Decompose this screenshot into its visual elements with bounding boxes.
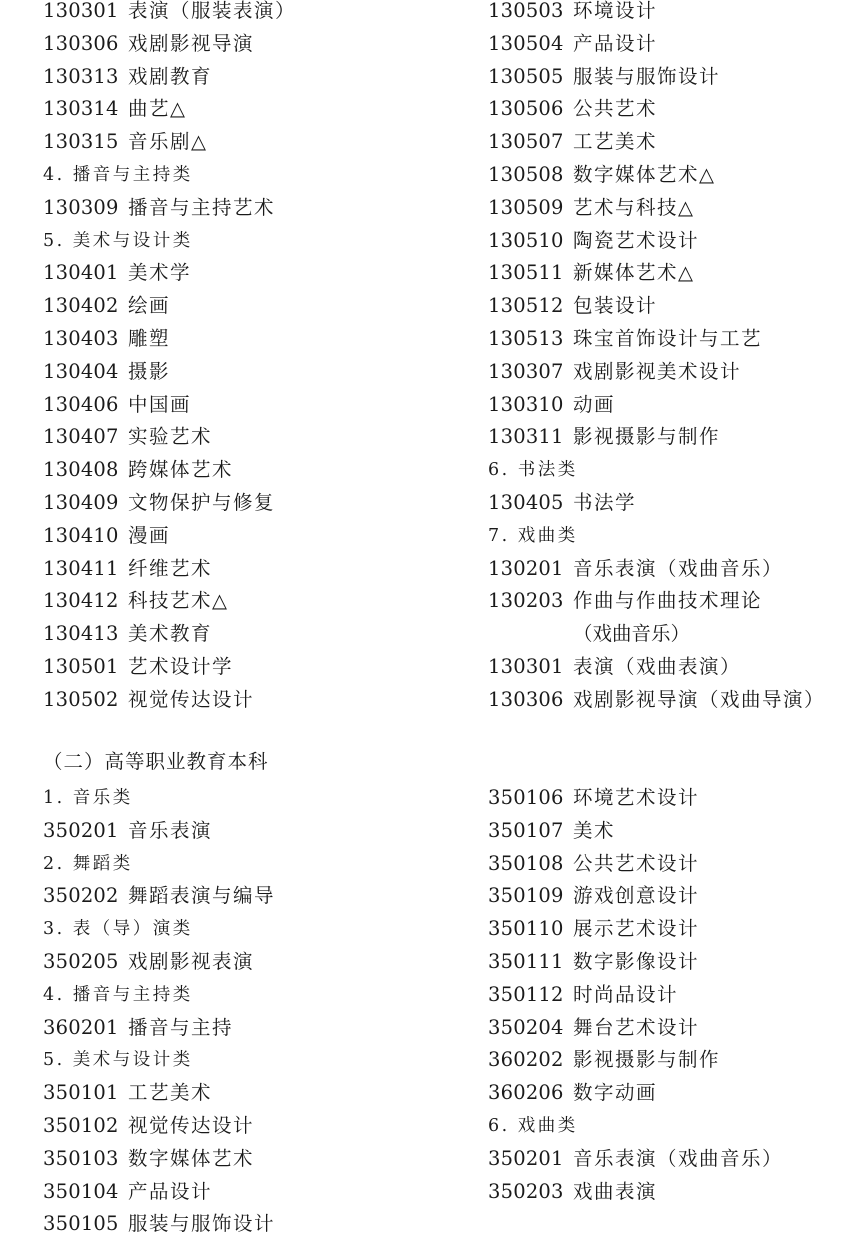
major-code: 130508 xyxy=(488,162,564,186)
major-row xyxy=(43,1115,443,1148)
major-row xyxy=(488,295,848,328)
major-code: 350201 xyxy=(43,818,119,842)
major-row xyxy=(43,66,443,99)
major-code: 130408 xyxy=(43,458,119,482)
major-code: 130511 xyxy=(488,261,564,285)
major-row xyxy=(43,98,443,131)
major-name: 数字媒体艺术△ xyxy=(573,162,716,186)
major-name: 雕塑 xyxy=(128,326,171,350)
major-name: 陶瓷艺术设计 xyxy=(573,228,700,252)
major-row xyxy=(43,131,443,164)
major-code: 130203 xyxy=(488,589,564,613)
major-name: 音乐表演 xyxy=(128,818,213,842)
major-code: 350201 xyxy=(488,1146,564,1170)
major-code: 130504 xyxy=(488,31,564,55)
major-row xyxy=(488,1148,848,1181)
major-row xyxy=(488,1049,848,1082)
major-name: 摄影 xyxy=(128,359,171,383)
major-row xyxy=(43,1181,443,1214)
part2-right-column xyxy=(488,787,848,1213)
major-code: 130309 xyxy=(43,195,119,219)
major-name: 珠宝首饰设计与工艺 xyxy=(573,326,763,350)
section-title: （二）高等职业教育本科 xyxy=(43,750,269,773)
major-name: 艺术与科技△ xyxy=(573,195,695,219)
part1-right-column xyxy=(488,0,848,722)
major-name: 视觉传达设计 xyxy=(128,687,255,711)
major-row xyxy=(43,459,443,492)
major-code: 130506 xyxy=(488,97,564,121)
major-code: 130314 xyxy=(43,97,119,121)
major-row xyxy=(488,262,848,295)
major-name: 戏剧教育 xyxy=(128,64,213,88)
major-code: 350110 xyxy=(488,917,564,941)
major-row xyxy=(488,820,848,853)
major-code: 130311 xyxy=(488,425,564,449)
major-code: 350203 xyxy=(488,1179,564,1203)
major-name: 作曲与作曲技术理论 xyxy=(573,589,763,613)
category-heading: 1. 音乐类 xyxy=(43,788,133,808)
major-row xyxy=(43,656,443,689)
major-row xyxy=(488,787,848,820)
major-row xyxy=(43,951,443,984)
major-code: 350103 xyxy=(43,1146,119,1170)
major-code: 130413 xyxy=(43,622,119,646)
major-code: 350105 xyxy=(43,1212,119,1236)
major-row xyxy=(488,164,848,197)
major-row xyxy=(488,98,848,131)
major-row xyxy=(43,558,443,591)
major-row xyxy=(488,590,848,623)
major-name: 展示艺术设计 xyxy=(573,917,700,941)
major-code: 130405 xyxy=(488,490,564,514)
major-row xyxy=(488,0,848,33)
major-code: 360201 xyxy=(43,1015,119,1039)
major-name: 服装与服饰设计 xyxy=(128,1212,276,1236)
major-name: 播音与主持 xyxy=(128,1015,234,1039)
major-row xyxy=(488,1082,848,1115)
major-name: 工艺美术 xyxy=(573,130,658,154)
major-code: 360202 xyxy=(488,1048,564,1072)
major-name: 戏剧影视导演 xyxy=(128,31,255,55)
major-row xyxy=(43,328,443,361)
major-name: 数字媒体艺术 xyxy=(128,1146,255,1170)
major-row xyxy=(488,984,848,1017)
major-code: 130306 xyxy=(488,687,564,711)
major-code: 130412 xyxy=(43,589,119,613)
major-name: 服装与服饰设计 xyxy=(573,64,721,88)
major-name: 戏曲表演 xyxy=(573,1179,658,1203)
major-row xyxy=(488,33,848,66)
major-name: 科技艺术△ xyxy=(128,589,229,613)
major-row xyxy=(488,918,848,951)
major-code: 350111 xyxy=(488,949,564,973)
major-name: 影视摄影与制作 xyxy=(573,1048,721,1072)
category-heading: 3. 表（导）演类 xyxy=(43,919,193,940)
major-name: 工艺美术 xyxy=(128,1081,213,1105)
major-row xyxy=(488,197,848,230)
major-name: 产品设计 xyxy=(573,31,658,55)
major-code: 350202 xyxy=(43,884,119,908)
major-code: 130407 xyxy=(43,425,119,449)
major-row xyxy=(488,689,848,722)
major-name: 戏剧影视导演（戏曲导演） xyxy=(573,687,826,711)
major-name: 文物保护与修复 xyxy=(128,490,276,514)
major-code: 130409 xyxy=(43,490,119,514)
category-heading: 4. 播音与主持类 xyxy=(43,984,193,1005)
part2-left-column xyxy=(43,787,443,1246)
major-name: 视觉传达设计 xyxy=(128,1113,255,1137)
major-name: 中国画 xyxy=(128,392,192,416)
major-code: 130502 xyxy=(43,687,119,711)
major-row xyxy=(488,361,848,394)
major-row xyxy=(488,1181,848,1214)
major-row xyxy=(488,328,848,361)
major-code: 130404 xyxy=(43,359,119,383)
major-name: 数字影像设计 xyxy=(573,949,700,973)
major-code: 130503 xyxy=(488,0,564,22)
major-code: 130315 xyxy=(43,130,119,154)
major-code: 350106 xyxy=(488,786,564,809)
category-heading: 4. 播音与主持类 xyxy=(43,164,193,185)
major-row xyxy=(488,1017,848,1050)
major-row xyxy=(43,820,443,853)
major-row xyxy=(43,590,443,623)
category-heading: 5. 美术与设计类 xyxy=(43,1050,193,1071)
major-code: 130509 xyxy=(488,195,564,219)
major-name-continuation: （戏曲音乐） xyxy=(573,622,691,646)
major-row xyxy=(43,1148,443,1181)
major-row xyxy=(43,262,443,295)
major-code: 130306 xyxy=(43,31,119,55)
major-name: 游戏创意设计 xyxy=(573,884,700,908)
major-code: 130410 xyxy=(43,523,119,547)
part1-left-column xyxy=(43,0,443,722)
major-name: 跨媒体艺术 xyxy=(128,458,234,482)
category-heading: 6. 书法类 xyxy=(488,460,578,481)
major-name: 实验艺术 xyxy=(128,425,213,449)
major-row xyxy=(488,426,848,459)
major-row xyxy=(488,951,848,984)
major-code: 130402 xyxy=(43,294,119,318)
major-code: 130301 xyxy=(488,654,564,678)
major-name: 漫画 xyxy=(128,523,171,547)
major-code: 350101 xyxy=(43,1081,119,1105)
major-name: 美术教育 xyxy=(128,622,213,646)
major-name: 公共艺术设计 xyxy=(573,851,700,875)
major-name: 环境艺术设计 xyxy=(573,786,700,809)
major-code: 350104 xyxy=(43,1179,119,1203)
major-code: 350204 xyxy=(488,1015,564,1039)
major-row xyxy=(43,1213,443,1246)
major-code: 350107 xyxy=(488,818,564,842)
major-name: 戏剧影视表演 xyxy=(128,949,255,973)
major-row xyxy=(43,1017,443,1050)
major-row xyxy=(488,656,848,689)
major-name: 影视摄影与制作 xyxy=(573,425,721,449)
major-name: 播音与主持艺术 xyxy=(128,195,276,219)
major-row xyxy=(43,295,443,328)
major-code: 130501 xyxy=(43,654,119,678)
major-row xyxy=(43,33,443,66)
major-row xyxy=(43,885,443,918)
major-row xyxy=(43,197,443,230)
major-name: 音乐剧△ xyxy=(128,130,208,154)
major-code: 350205 xyxy=(43,949,119,973)
major-row xyxy=(488,853,848,886)
major-row xyxy=(488,66,848,99)
major-row xyxy=(43,426,443,459)
major-row xyxy=(43,361,443,394)
major-name: 舞蹈表演与编导 xyxy=(128,884,276,908)
major-row xyxy=(43,525,443,558)
major-code: 350112 xyxy=(488,982,564,1006)
major-row xyxy=(43,0,443,33)
major-name: 表演（戏曲表演） xyxy=(573,654,742,678)
major-code: 130403 xyxy=(43,326,119,350)
major-code: 130401 xyxy=(43,261,119,285)
major-name: 数字动画 xyxy=(573,1081,658,1105)
major-name: 纤维艺术 xyxy=(128,556,213,580)
category-heading: 6. 戏曲类 xyxy=(488,1115,578,1136)
major-row xyxy=(488,394,848,427)
major-name: 美术学 xyxy=(128,261,192,285)
category-heading: 5. 美术与设计类 xyxy=(43,230,193,251)
major-name: 戏剧影视美术设计 xyxy=(573,359,742,383)
major-name: 音乐表演（戏曲音乐） xyxy=(573,1146,784,1170)
major-row xyxy=(488,492,848,525)
major-code: 130505 xyxy=(488,64,564,88)
major-code: 130301 xyxy=(43,0,119,22)
major-code: 130510 xyxy=(488,228,564,252)
major-row xyxy=(43,689,443,722)
major-name: 艺术设计学 xyxy=(128,654,234,678)
major-row xyxy=(43,492,443,525)
major-name: 新媒体艺术△ xyxy=(573,261,695,285)
major-row xyxy=(43,623,443,656)
major-row xyxy=(43,1082,443,1115)
major-name: 音乐表演（戏曲音乐） xyxy=(573,556,784,580)
major-row xyxy=(488,558,848,591)
major-code: 360206 xyxy=(488,1081,564,1105)
major-code: 130310 xyxy=(488,392,564,416)
major-name: 表演（服装表演） xyxy=(128,0,297,22)
major-name: 公共艺术 xyxy=(573,97,658,121)
major-code: 130513 xyxy=(488,326,564,350)
major-name: 时尚品设计 xyxy=(573,982,679,1006)
major-name: 动画 xyxy=(573,392,616,416)
major-code: 130507 xyxy=(488,130,564,154)
major-name: 包装设计 xyxy=(573,294,658,318)
major-name: 舞台艺术设计 xyxy=(573,1015,700,1039)
major-code: 350109 xyxy=(488,884,564,908)
major-code: 350102 xyxy=(43,1113,119,1137)
major-code: 130411 xyxy=(43,556,119,580)
major-code: 130307 xyxy=(488,359,564,383)
major-code: 130313 xyxy=(43,64,119,88)
major-code: 130201 xyxy=(488,556,564,580)
major-row xyxy=(488,885,848,918)
major-code: 130406 xyxy=(43,392,119,416)
major-name: 曲艺△ xyxy=(128,97,187,121)
category-heading: 2. 舞蹈类 xyxy=(43,853,133,874)
major-row xyxy=(488,131,848,164)
major-name: 绘画 xyxy=(128,294,171,318)
major-name: 书法学 xyxy=(573,490,637,514)
major-name: 美术 xyxy=(573,818,616,842)
major-row xyxy=(488,230,848,263)
major-code: 130512 xyxy=(488,294,564,318)
major-name: 环境设计 xyxy=(573,0,658,22)
major-name: 产品设计 xyxy=(128,1179,213,1203)
category-heading: 7. 戏曲类 xyxy=(488,525,578,546)
major-row xyxy=(43,394,443,427)
major-code: 350108 xyxy=(488,851,564,875)
